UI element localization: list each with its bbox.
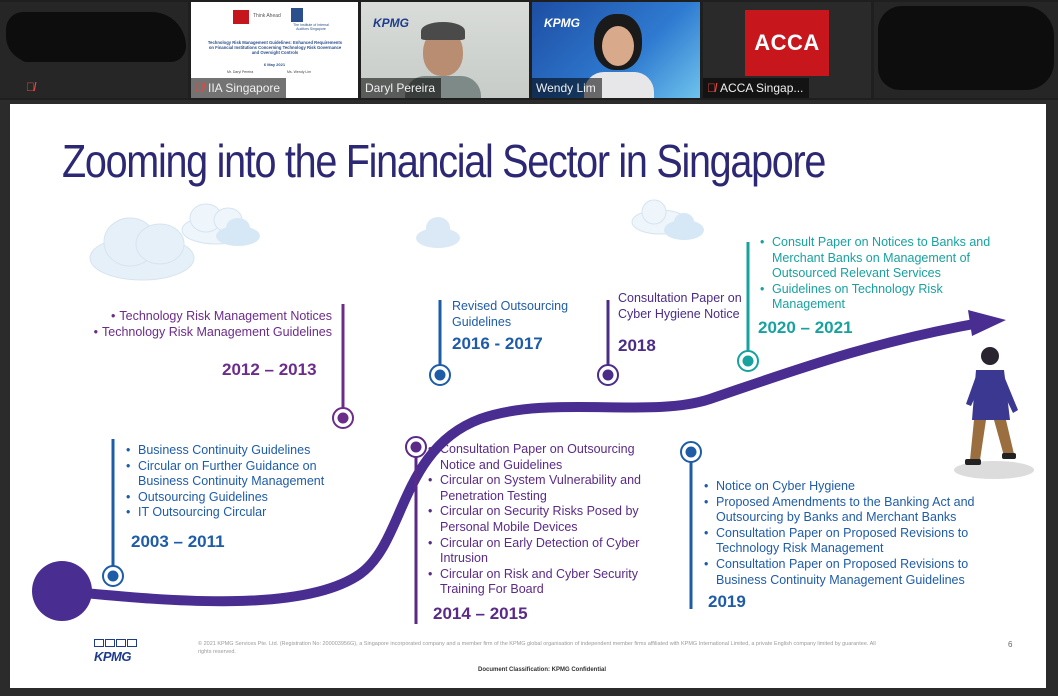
- milestone-item: • Guidelines on Technology Risk Management: [760, 282, 1010, 313]
- milestone-2019-years: 2019: [708, 592, 746, 611]
- milestone-item: • Circular on Risk and Cyber Security Training For Board: [428, 567, 656, 598]
- acca-logo: ACCA: [745, 10, 829, 76]
- milestone-2012-items: [90, 309, 332, 340]
- milestone-item: • Circular on Early Detection of Cyber Intrusion: [428, 536, 656, 567]
- iia-mini-logo: [291, 8, 303, 22]
- milestone-2019-items: [704, 479, 994, 588]
- kpmg-logo: [94, 639, 137, 664]
- thumb-date: 6 May 2021: [263, 62, 286, 67]
- start-circle: [32, 561, 92, 621]
- milestone-2016-years: 2016 - 2017: [452, 334, 543, 353]
- milestone-2018-items: [618, 291, 743, 322]
- participant-tile-daryl[interactable]: [361, 2, 529, 98]
- shared-slide: [10, 104, 1046, 688]
- milestone-item: Consultation Paper on Cyber Hygiene Notice: [618, 291, 742, 321]
- participant-name-bar: [361, 78, 441, 98]
- participant-tile-redacted-2[interactable]: [874, 2, 1058, 98]
- milestone-item: Revised Outsourcing Guidelines: [452, 299, 569, 329]
- milestone-item: • Consult Paper on Notices to Banks and Merchant Banks on Management of Outsourced Relevant Services: [760, 235, 1010, 282]
- participant-name: Wendy Lim: [536, 81, 596, 95]
- participant-name-bar: [532, 78, 602, 98]
- milestone-2003-years: 2003 – 2011: [131, 532, 225, 551]
- participant-strip: [0, 0, 1058, 100]
- milestone-2003-items: [126, 443, 358, 521]
- page-number: 6: [1008, 640, 1013, 649]
- participant-tile-wendy[interactable]: [532, 2, 700, 98]
- kpmg-logo-text: KPMG: [94, 649, 131, 664]
- participant-name-bar: [191, 78, 286, 98]
- participant-tile-acca[interactable]: [703, 2, 871, 98]
- milestone-item: • Consultation Paper on Proposed Revisions to Technology Risk Management: [704, 526, 994, 557]
- document-classification: Document Classification: KPMG Confidential: [478, 667, 607, 673]
- mic-muted-icon: 🎙̸: [195, 81, 204, 95]
- marker-2019: [681, 442, 701, 462]
- redaction-mark: [18, 44, 128, 62]
- milestone-2016-items: [452, 299, 592, 330]
- participant-name: Daryl Pereira: [365, 81, 436, 95]
- milestone-item: • Proposed Amendments to the Banking Act and Outsourcing by Banks and Merchant Banks: [704, 495, 994, 526]
- milestone-item: • Business Continuity Guidelines: [126, 443, 358, 459]
- marker-2018: [598, 365, 618, 385]
- slide-title: Zooming into the Financial Sector in Singapore: [62, 135, 826, 187]
- milestone-2020-years: 2020 – 2021: [758, 318, 853, 337]
- kpmg-logo-bars: [94, 639, 137, 647]
- marker-2020: [738, 351, 758, 371]
- milestone-2014-items: [428, 442, 656, 598]
- arrow-head: [968, 310, 1006, 336]
- mic-muted-icon: 🎙̸: [26, 80, 35, 94]
- marker-2016: [430, 365, 450, 385]
- milestone-item: • Technology Risk Management Notices: [90, 309, 332, 325]
- participant-name: ACCA Singap...: [720, 81, 804, 95]
- timeline-graphic: [10, 104, 1046, 688]
- marker-2012: [333, 408, 353, 428]
- walking-person-icon: [954, 347, 1034, 479]
- acca-mini-logo: [233, 10, 249, 24]
- redaction-mark: [878, 6, 1054, 90]
- video-brand-logo: KPMG: [373, 16, 409, 30]
- thumb-speaker-1: Mr. Daryl Pereira: [227, 70, 254, 74]
- milestone-2014-years: 2014 – 2015: [433, 604, 528, 623]
- thumb-heading: Technology Risk Management Guidelines: Enhanced Requirements on Financial Institutions Concerning Technology Risk Governance and Oversight Controls: [207, 40, 343, 55]
- footer-disclaimer: © 2021 KPMG Services Pte. Ltd. (Registration No: 200003956G), a Singapore incorporated company and a member firm of the KPMG global organisation of independent member firms affiliated with KPMG International Limited, a private English company limited by guarantee. All rights reserved.: [198, 641, 876, 655]
- participant-tile-iia[interactable]: [191, 2, 358, 98]
- participant-tile-redacted-1[interactable]: [0, 2, 188, 98]
- thumb-brand-right: The Institute of Internal Auditors Singapore: [293, 23, 329, 31]
- mic-muted-icon: 🎙̸: [707, 81, 716, 95]
- video-brand-logo: KPMG: [544, 16, 580, 30]
- milestone-2012-years: 2012 – 2013: [222, 360, 317, 379]
- milestone-item: • Technology Risk Management Guidelines: [90, 325, 332, 341]
- thumb-speaker-2: Ms. Wendy Lim: [287, 70, 312, 74]
- participant-name-bar: [703, 78, 809, 98]
- milestone-item: • Circular on Further Guidance on Business Continuity Management: [126, 459, 358, 490]
- participant-name: IIA Singapore: [208, 81, 281, 95]
- milestone-2018-years: 2018: [618, 336, 656, 355]
- milestone-item: • Circular on System Vulnerability and Penetration Testing: [428, 473, 656, 504]
- milestone-item: • Circular on Security Risks Posed by Personal Mobile Devices: [428, 504, 656, 535]
- thumb-brand-left: Think Ahead: [253, 13, 281, 19]
- milestone-item: • Consultation Paper on Outsourcing Notice and Guidelines: [428, 442, 656, 473]
- milestone-item: • Notice on Cyber Hygiene: [704, 479, 994, 495]
- marker-2014: [406, 437, 426, 457]
- milestone-item: • Consultation Paper on Proposed Revisions to Business Continuity Management Guidelines: [704, 557, 994, 588]
- milestone-2020-items: [760, 235, 1010, 313]
- milestone-item: • Outsourcing Guidelines: [126, 490, 358, 506]
- marker-2003: [103, 566, 123, 586]
- milestone-item: • IT Outsourcing Circular: [126, 505, 358, 521]
